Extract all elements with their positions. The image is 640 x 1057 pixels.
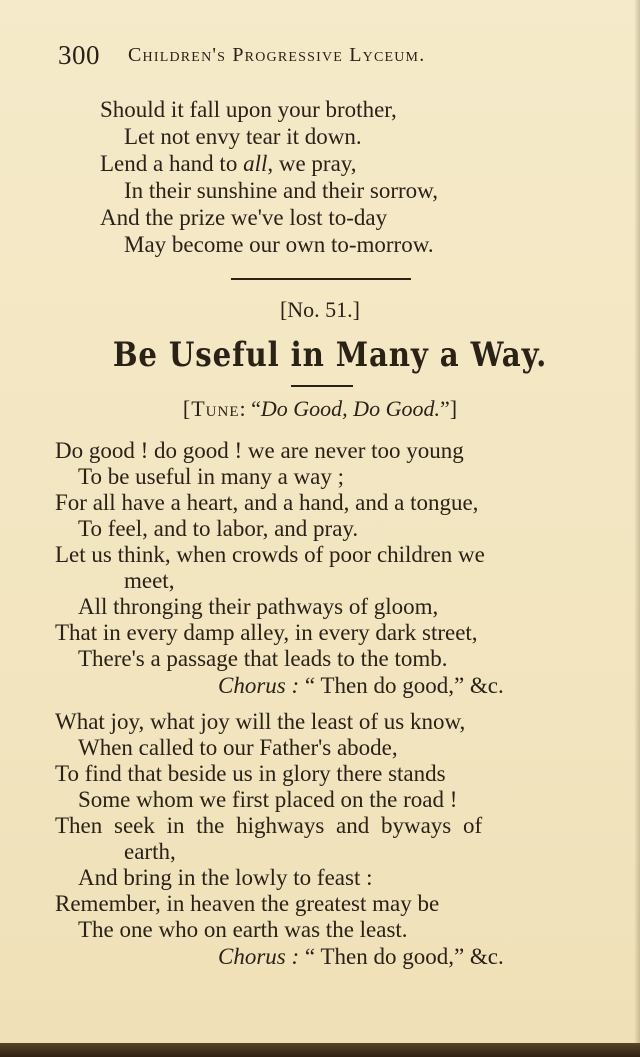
tune-label: [Tune	[182, 396, 240, 421]
chorus-line-2	[218, 944, 504, 970]
title-underline	[291, 385, 353, 387]
verse2-line-2: When called to our Father's abode,	[78, 735, 398, 760]
verse1-line-9: There's a passage that leads to the tomb.	[78, 646, 448, 671]
prev-line-2: Let not envy tear it down.	[124, 124, 362, 149]
prev-line-3	[100, 151, 357, 177]
chorus-label-1: Chorus :	[218, 673, 300, 698]
verse2-line-3: To find that beside us in glory there stands	[55, 761, 446, 786]
hymn-title: Be Useful in Many a Way.	[112, 335, 548, 375]
tune-line	[0, 396, 640, 422]
prev-line-6: May become our own to-morrow.	[124, 232, 434, 257]
verse2-line-1: What joy, what joy will the least of us know,	[55, 709, 466, 734]
prev-line-3-italic: all	[243, 151, 268, 176]
verse2-line-4: Some whom we first placed on the road !	[78, 787, 458, 812]
tune-sep: : “	[239, 396, 261, 421]
page-edge-shadow	[634, 0, 640, 1057]
running-title: Children's Progressive Lyceum.	[128, 44, 426, 66]
chorus-text-2: “ Then do good,” &c.	[299, 944, 504, 969]
page-header	[58, 40, 598, 80]
prev-line-4: In their sunshine and their sorrow,	[124, 178, 439, 203]
page-bottom-edge	[0, 1043, 640, 1057]
chorus-line-1	[218, 673, 504, 699]
verse2-line-9: The one who on earth was the least.	[78, 917, 408, 942]
prev-line-5: And the prize we've lost to-day	[100, 205, 388, 230]
verse1-line-2: To be useful in many a way ;	[78, 464, 345, 489]
verse1-line-5: Let us think, when crowds of poor children we	[55, 542, 485, 567]
prev-line-3-suffix: , we pray,	[267, 151, 357, 176]
section-divider	[231, 278, 411, 280]
verse2-line-7: And bring in the lowly to feast :	[78, 865, 373, 890]
chorus-text-1: “ Then do good,” &c.	[299, 673, 504, 698]
verse2-line-8: Remember, in heaven the greatest may be	[55, 891, 440, 916]
verse1-line-1: Do good ! do good ! we are never too young	[55, 438, 464, 463]
verse2-line-5: Then seek in the highways and byways of	[55, 813, 483, 838]
page-number: 300	[58, 40, 100, 70]
prev-line-3-prefix: Lend a hand to	[100, 151, 244, 176]
verse2-line-6: earth,	[124, 839, 176, 864]
verse1-line-4: To feel, and to labor, and pray.	[78, 516, 359, 541]
hymn-number: [No. 51.]	[279, 297, 361, 322]
tune-name: Do Good, Do Good.	[260, 396, 440, 421]
verse1-line-6: meet,	[124, 568, 175, 593]
verse1-line-7: All thronging their pathways of gloom,	[78, 594, 439, 619]
tune-close: ”]	[439, 396, 458, 421]
verse1-line-3: For all have a heart, and a hand, and a tongue,	[55, 490, 479, 515]
chorus-label-2: Chorus :	[218, 944, 300, 969]
prev-line-1: Should it fall upon your brother,	[100, 97, 397, 122]
verse1-line-8: That in every damp alley, in every dark street,	[55, 620, 478, 645]
